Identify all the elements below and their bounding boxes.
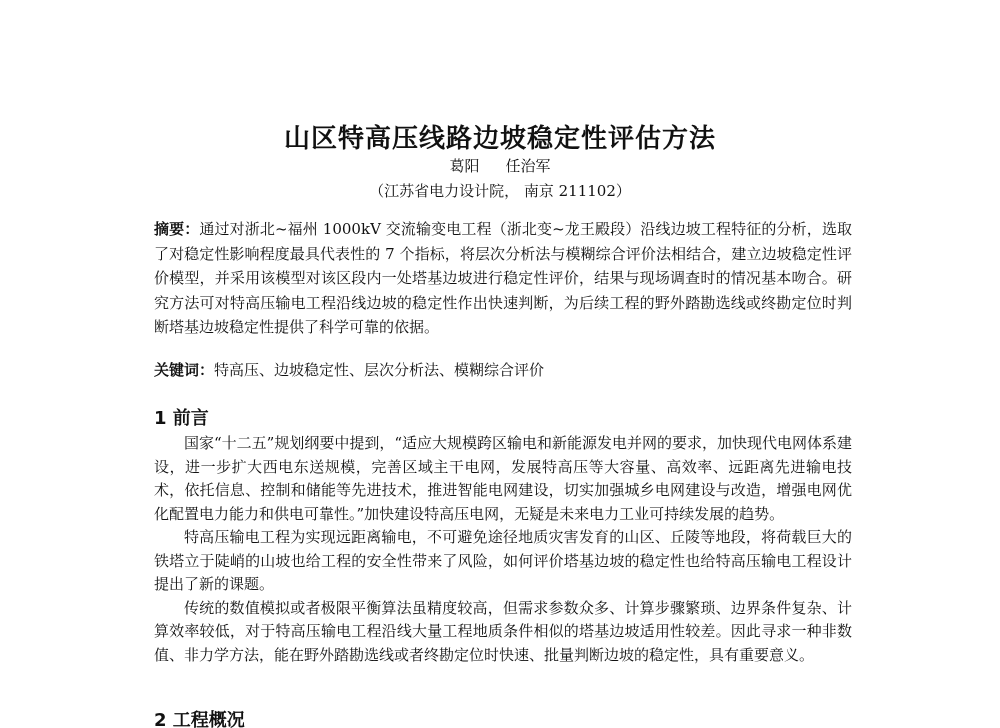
keywords [154,358,852,382]
author-name: 任治军 [505,157,551,175]
author-list [0,155,1000,176]
abstract-text: 通过对浙北~福州 1000kV 交流输变电工程（浙北变~龙王殿段）沿线边坡工程特征的分析，选取了对稳定性影响程度最具代表性的 7 个指标，将层次分析法与模糊综合评价法相结合，建立边坡稳定性评价模型，并采用该模型对该区段内一处塔基边坡进行稳定性评价，结果与现场调查时的情况基本吻合。研究方法可对特高压输电工程沿线边坡的稳定性作出快速判断，为后续工程的野外踏勘选线或终勘定位时判断塔基边坡稳定性提供了科学可靠的依据。 [154,220,852,336]
author-name: 葛阳 [449,157,480,175]
body-paragraph: 特高压输电工程为实现远距离输电，不可避免途径地质灾害发育的山区、丘陵等地段，将荷载巨大的铁塔立于陡峭的山坡也给工程的安全性带来了风险，如何评价塔基边坡的稳定性也给特高压输电工程设计提出了新的课题。 [154,528,852,593]
keywords-label: 关键词： [154,361,215,379]
paper-title: 山区特高压线路边坡稳定性评估方法 [283,124,716,154]
section-body-introduction [154,432,852,667]
body-paragraph: 国家“十二五”规划纲要中提到，“适应大规模跨区输电和新能源发电并网的要求，加快现代电网体系建设，进一步扩大西电东送规模，完善区域主干电网，发展特高压等大容量、高效率、远距离先进输电技术，依托信息、控制和储能等先进技术，推进智能电网建设，切实加强城乡电网建设与改造，增强电网优化配置电力能力和供电可靠性。”加快建设特高压电网，无疑是未来电力工业可持续发展的趋势。 [154,434,853,523]
abstract-label: 摘要： [154,220,200,238]
affiliation: （江苏省电力设计院， 南京 211102） [369,182,631,200]
keywords-text: 特高压、边坡稳定性、层次分析法、模糊综合评价 [214,361,545,379]
section-heading-project-overview: 2 工程概况 [154,710,245,728]
section-heading-introduction: 1 前言 [154,408,209,429]
body-paragraph: 传统的数值模拟或者极限平衡算法虽精度较高，但需求参数众多、计算步骤繁琐、边界条件复杂、计算效率较低，对于特高压输电工程沿线大量工程地质条件相似的塔基边坡适用性较差。因此寻求一种非数值、非力学方法，能在野外踏勘选线或者终勘定位时快速、批量判断边坡的稳定性，具有重要意义。 [154,598,852,664]
abstract [154,217,852,340]
